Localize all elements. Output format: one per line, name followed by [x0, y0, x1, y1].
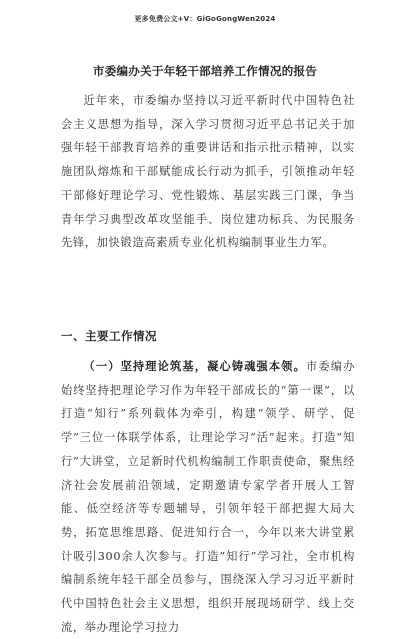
intro-paragraph: [61, 89, 355, 255]
paragraph-1: [61, 355, 355, 639]
header-note: 更多免费公文+V：GiGoGongWen2024: [134, 15, 276, 23]
intro-text: 近年来，市委编办坚持以习近平新时代中国特色社会主义思想为指导，深入学习贯彻习近平总书记关于加强年轻干部教育培养的重要讲话和指示批示精神，以实施团队熔炼和干部赋能成长行动为抓手，引领推动年轻干部修好理论学习、党性锻炼、基层实践三门课，争当青年学习典型改革攻坚能手、岗位建功标兵、为民服务先锋，加快锻造高素质专业化机构编制事业生力军。: [61, 94, 355, 250]
paragraph-1-lead: （一）坚持理论筑基，凝心铸魂强本领。: [83, 360, 307, 373]
paragraph-1-body: 市委编办始终坚持把理论学习作为年轻干部成长的“第一课”，以打造“知行”系列载体为牵引，构建“领学、研学、促学”三位一体联学体系，让理论学习“活”起来。打造“知行”大讲堂，立足新时代机构编制工作职责使命，聚焦经济社会发展前沿领域，定期邀请专家学者开展人工智能、低空经济等专题辅导，引领年轻干部把握大局大势，拓宽思维思路、促进知行合一，今年以来大讲堂累计吸引300余人次参与。打造“知行”学习社，全市机构编制系统年轻干部全员参与，围绕深入学习习近平新时代中国特色社会主义思想，组织开展现场研学、线上交流，举办理论学习拉力: [61, 360, 355, 634]
section-heading: 一、主要工作情况: [61, 329, 157, 343]
document-title: 市委编办关于年轻干部培养工作情况的报告: [92, 64, 318, 78]
